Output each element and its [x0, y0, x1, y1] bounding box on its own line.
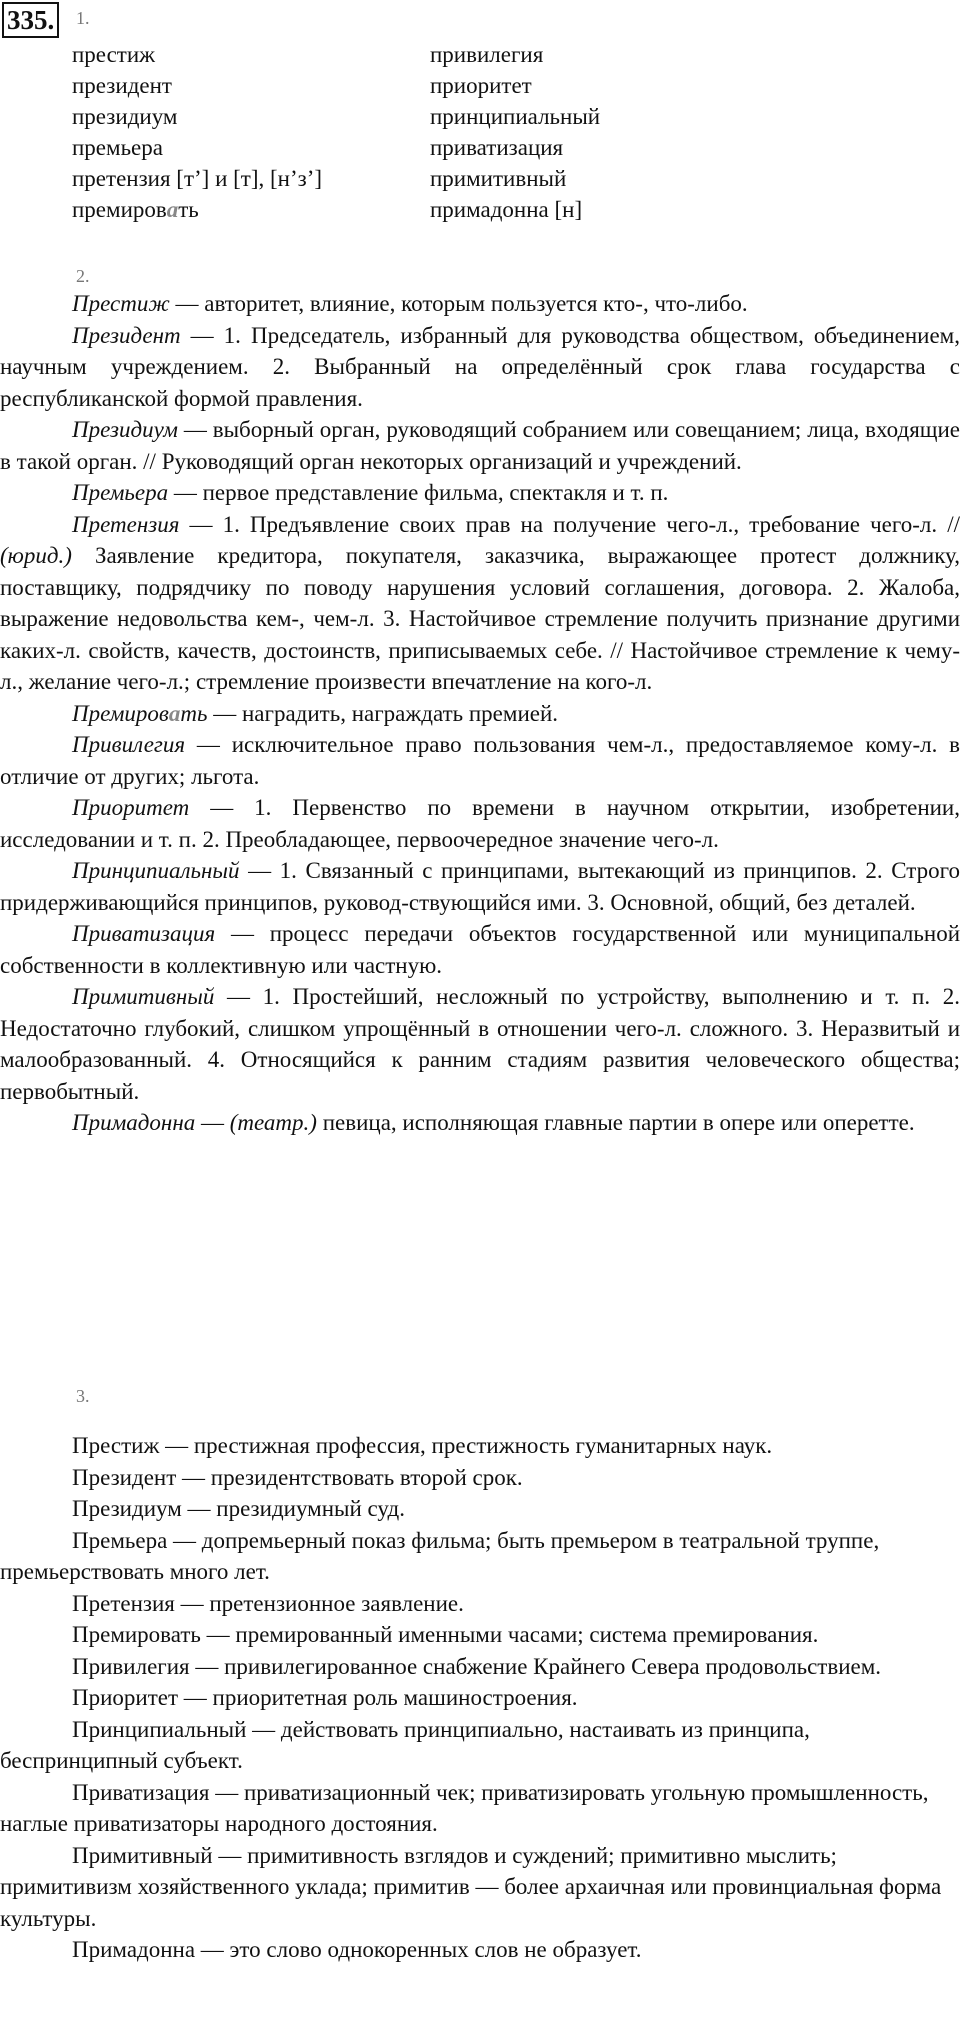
- stressed-letter: а: [166, 197, 179, 222]
- word-right-2: приоритет: [430, 73, 532, 98]
- definition-paragraph: [0, 414, 960, 477]
- derivative-line: Принципиальный — действовать принципиально, настаивать из принципа, беспринципный субъект.: [0, 1716, 810, 1773]
- word-left-3: президиум: [72, 104, 178, 129]
- definition-text: — выборный орган, руководящий собранием или совещанием; лица, входящие в такой орган. // Руководящий орган некоторых организаций и учреждений.: [0, 417, 960, 474]
- definition-paragraph: [0, 918, 960, 981]
- word-right-1: привилегия: [430, 42, 544, 67]
- derivative-line: Приватизация — приватизационный чек; приватизировать угольную промышленность, наглые приватизаторы народного достояния.: [0, 1779, 929, 1836]
- word-right-6: примадонна [н]: [430, 197, 583, 222]
- part-3-label: 3.: [76, 1386, 90, 1406]
- definition-paragraph: [0, 792, 960, 855]
- definition-term: Президиум: [72, 417, 178, 442]
- definition-term: Премьера: [72, 480, 169, 505]
- definition-term: Претензия: [72, 511, 180, 537]
- derivative-line: Приоритет — приоритетная роль машиностроения.: [72, 1685, 578, 1710]
- definition-text: — 1. Председатель, избранный для руководства обществом, объединением, научным учреждением. 2. Выбранный на определённый срок глава государства с республиканской формой правления.: [0, 322, 960, 411]
- definition-term: Премировать: [72, 700, 208, 726]
- derivative-line: Примадонна — это слово однокоренных слов не образует.: [72, 1937, 642, 1962]
- word-right-5: примитивный: [430, 166, 567, 191]
- derivative-line: Президиум — президиумный суд.: [72, 1496, 405, 1521]
- definition-paragraph: [0, 288, 960, 320]
- definition-note: (театр.): [229, 1110, 317, 1135]
- word-left-5: претензия [т’] и [т], [н’з’]: [72, 166, 323, 191]
- definition-text: — авторитет, влияние, которым пользуется кто-, что-либо.: [169, 291, 748, 316]
- definition-text-2: певица, исполняющая главные партии в опере или оперетте.: [316, 1110, 915, 1135]
- definition-text: — исключительное право пользования чем-л., предоставляемое кому-л. в отличие от других; льгота.: [0, 732, 960, 789]
- definitions-section: [0, 288, 960, 1139]
- definition-term: Престиж: [72, 291, 170, 316]
- stressed-letter: а: [168, 700, 181, 726]
- definition-paragraph: [0, 855, 960, 918]
- derivative-line: Привилегия — привилегированное снабжение Крайнего Севера продовольствием.: [72, 1653, 882, 1679]
- definition-term: Примитивный: [72, 984, 215, 1009]
- definition-text: —: [195, 1110, 230, 1135]
- definition-text-2: Заявление кредитора, покупателя, заказчика, выражающее протест должнику, поставщику, подрядчику по поводу нарушения условий соглашения, договора. 2. Жалоба, выражение недовольства кем-, чем-л. 3. Настойчивое стремление получить признание другими каких-л. свойств, качеств, достоинств, приписываемых себе. // Настойчивое стремление к чему-л., желание чего-л.; стремление произвести впечатление на кого-л.: [0, 543, 960, 694]
- definition-text: — наградить, награждать премией.: [207, 700, 559, 726]
- definition-paragraph: [0, 698, 960, 730]
- definition-term: Приоритет: [72, 795, 190, 820]
- definition-text: — 1. Простейший, несложный по устройству, выполнению и т. п. 2. Недостаточно глубокий, слишком упрощённый в отношении чего-л. сложного. 3. Неразвитый и малообразованный. 4. Относящийся к ранним стадиям развития человеческого общества; первобытный.: [0, 984, 960, 1104]
- derivative-line: Президент — президентствовать второй срок.: [72, 1464, 523, 1490]
- definition-paragraph: [0, 981, 960, 1107]
- definition-text: — процесс передачи объектов государственной или муниципальной собственности в коллективную или частную.: [0, 921, 960, 978]
- part-1-label: 1.: [76, 8, 90, 28]
- definition-text: — 1. Предъявление своих прав на получение чего-л., требование чего-л. //: [179, 511, 960, 537]
- definition-paragraph: [0, 1107, 960, 1139]
- definition-text: — 1. Первенство по времени в научном открытии, изобретении, исследовании и т. п. 2. Преобладающее, первоочередное значение чего-л.: [0, 795, 960, 852]
- definition-paragraph: [0, 320, 960, 415]
- derivative-line: Премировать — премированный именными часами; система премирования.: [72, 1622, 819, 1647]
- word-right-3: принципиальный: [430, 104, 601, 129]
- definition-term: Президент: [72, 322, 181, 348]
- definition-term: Приватизация: [72, 921, 216, 946]
- definition-paragraph: [0, 477, 960, 509]
- word-left-6: премировать: [72, 197, 199, 222]
- part-2-label: 2.: [76, 266, 90, 286]
- word-left-1: престиж: [72, 42, 156, 67]
- word-left-4: премьера: [72, 135, 163, 160]
- derivative-line: Претензия — претензионное заявление.: [72, 1590, 464, 1616]
- definition-paragraph: [0, 509, 960, 698]
- definition-term: Примадонна: [72, 1110, 196, 1135]
- definition-term: Принципиальный: [72, 858, 240, 883]
- definition-note: (юрид.): [0, 543, 72, 568]
- derivative-line: Престиж — престижная профессия, престижность гуманитарных наук.: [72, 1433, 773, 1458]
- derivatives-section: [0, 1430, 960, 1966]
- definition-term: Привилегия: [72, 732, 186, 757]
- derivative-line: Примитивный — примитивность взглядов и суждений; примитивно мыслить; примитивизм хозяйственного уклада; примитив — более архаичная или провинциальная форма культуры.: [0, 1842, 942, 1931]
- definition-text: — первое представление фильма, спектакля и т. п.: [168, 480, 669, 505]
- word-left-2: президент: [72, 73, 172, 98]
- derivative-line: Премьера — допремьерный показ фильма; быть премьером в театральной труппе, премьерствовать много лет.: [0, 1527, 880, 1584]
- definition-paragraph: [0, 729, 960, 792]
- word-right-4: приватизация: [430, 135, 564, 160]
- definition-text: — 1. Связанный с принципами, вытекающий из принципов. 2. Строго придерживающийся принципов, руковод-ствующийся ими. 3. Основной, общий, без деталей.: [0, 858, 960, 915]
- exercise-number: 335.: [2, 2, 59, 38]
